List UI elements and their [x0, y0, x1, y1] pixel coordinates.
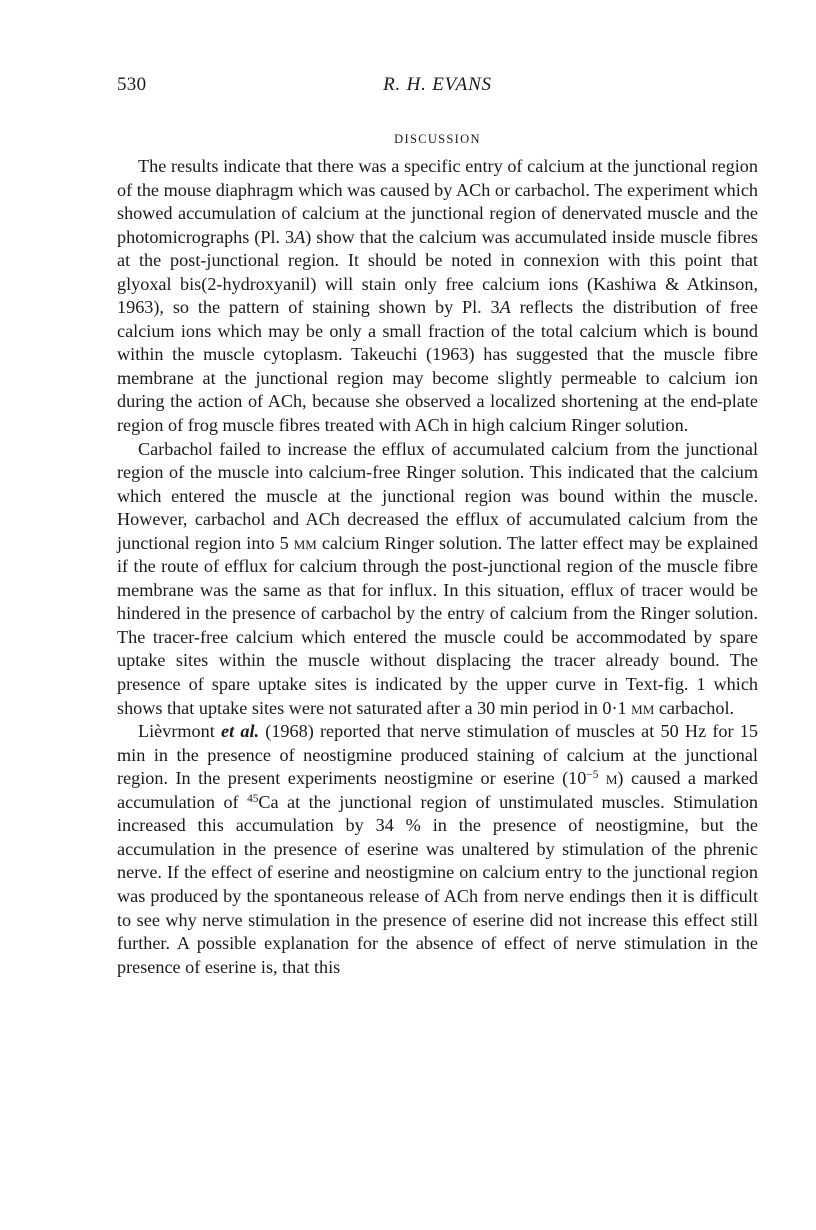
text-run: m	[605, 768, 618, 789]
paragraph	[117, 720, 758, 979]
text-run: A	[499, 297, 511, 318]
text-run: mm	[293, 532, 317, 553]
text-run: Carbachol failed to increase the efflux of accumulated calcium from the junctional region of the muscle into calcium-free Ringer solution. This indicated that the calcium which entered the muscle at the junctional region was bound within the muscle. However, carbachol and ACh decreased the efflux of accumulated calcium from the junctional region into 5	[117, 438, 758, 553]
text-run: ) show that the calcium was accumulated inside muscle fibres at the post-junctional region. It should be noted in connexion with this point that glyoxal bis(2-hydroxyanil) will stain only free calcium ions (Kashiwa & Atkinson, 1963), so the pattern of staining shown by Pl. 3	[117, 226, 758, 318]
text-run: Ca at the junctional region of unstimulated muscles. Stimulation increased this accumulation by 34 % in the presence of neostigmine, but the accumulation in the presence of eserine was unaltered by stimulation of the phrenic nerve. If the effect of eserine and neostigmine on calcium entry to the junctional region was produced by the spontaneous release of ACh from nerve endings then it is difficult to see why nerve stimulation in the presence of eserine did not increase this effect still further. A possible explanation for the absence of effect of nerve stimulation in the presence of eserine is, that this	[117, 791, 759, 977]
running-head	[117, 74, 758, 104]
text-run: carbachol.	[654, 697, 735, 718]
text-run: A	[294, 226, 306, 247]
text-run: ) caused a marked accumulation of	[117, 768, 758, 812]
text-run: The results indicate that there was a specific entry of calcium at the junctional region of the mouse diaphragm which was caused by ACh or carbachol. The experiment which showed accumulation of calcium at the junctional region of denervated muscle and the photomicrographs (Pl. 3	[117, 156, 758, 247]
paragraph	[117, 155, 758, 438]
section-heading: DISCUSSION	[394, 132, 481, 146]
text-run: −5	[586, 769, 599, 782]
paragraph	[117, 438, 758, 721]
text-run: reflects the distribution of free calcium ions which may be only a small fraction of the total calcium which is bound within the muscle cytoplasm. Takeuchi (1963) has suggested that the muscle fibre membrane at the junctional region may become slightly permeable to calcium ion during the action of ACh, because she observed a localized shortening at the end-plate region of frog muscle fibres treated with ACh in high calcium Ringer solution.	[117, 297, 758, 436]
text-run: mm	[631, 697, 655, 718]
running-title: R. H. EVANS	[383, 74, 492, 95]
text-run: Lièvrmont	[138, 721, 221, 742]
page-number: 530	[117, 74, 147, 95]
text-run	[598, 768, 605, 788]
text-run: 45	[247, 792, 259, 805]
text-run: (1968) reported that nerve stimulation of muscles at 50 Hz for 15 min in the presence of neostigmine produced staining of calcium at the junctional region. In the present experiments neostigmine or eserine (10	[117, 721, 758, 789]
journal-page	[117, 74, 758, 979]
text-run: calcium Ringer solution. The latter effect may be explained if the route of efflux for calcium through the post-junctional region of the muscle fibre membrane was the same as that for influx. In this situation, efflux of tracer would be hindered in the presence of carbachol by the entry of calcium from the Ringer solution. The tracer-free calcium which entered the muscle could be accommodated by spare uptake sites within the muscle without displacing the tracer already bound. The presence of spare uptake sites is indicated by the upper curve in Text-fig. 1 which shows that uptake sites were not saturated after a 30 min period in 0·1	[117, 532, 758, 718]
text-run: et al.	[221, 721, 260, 742]
body-text	[117, 155, 758, 979]
